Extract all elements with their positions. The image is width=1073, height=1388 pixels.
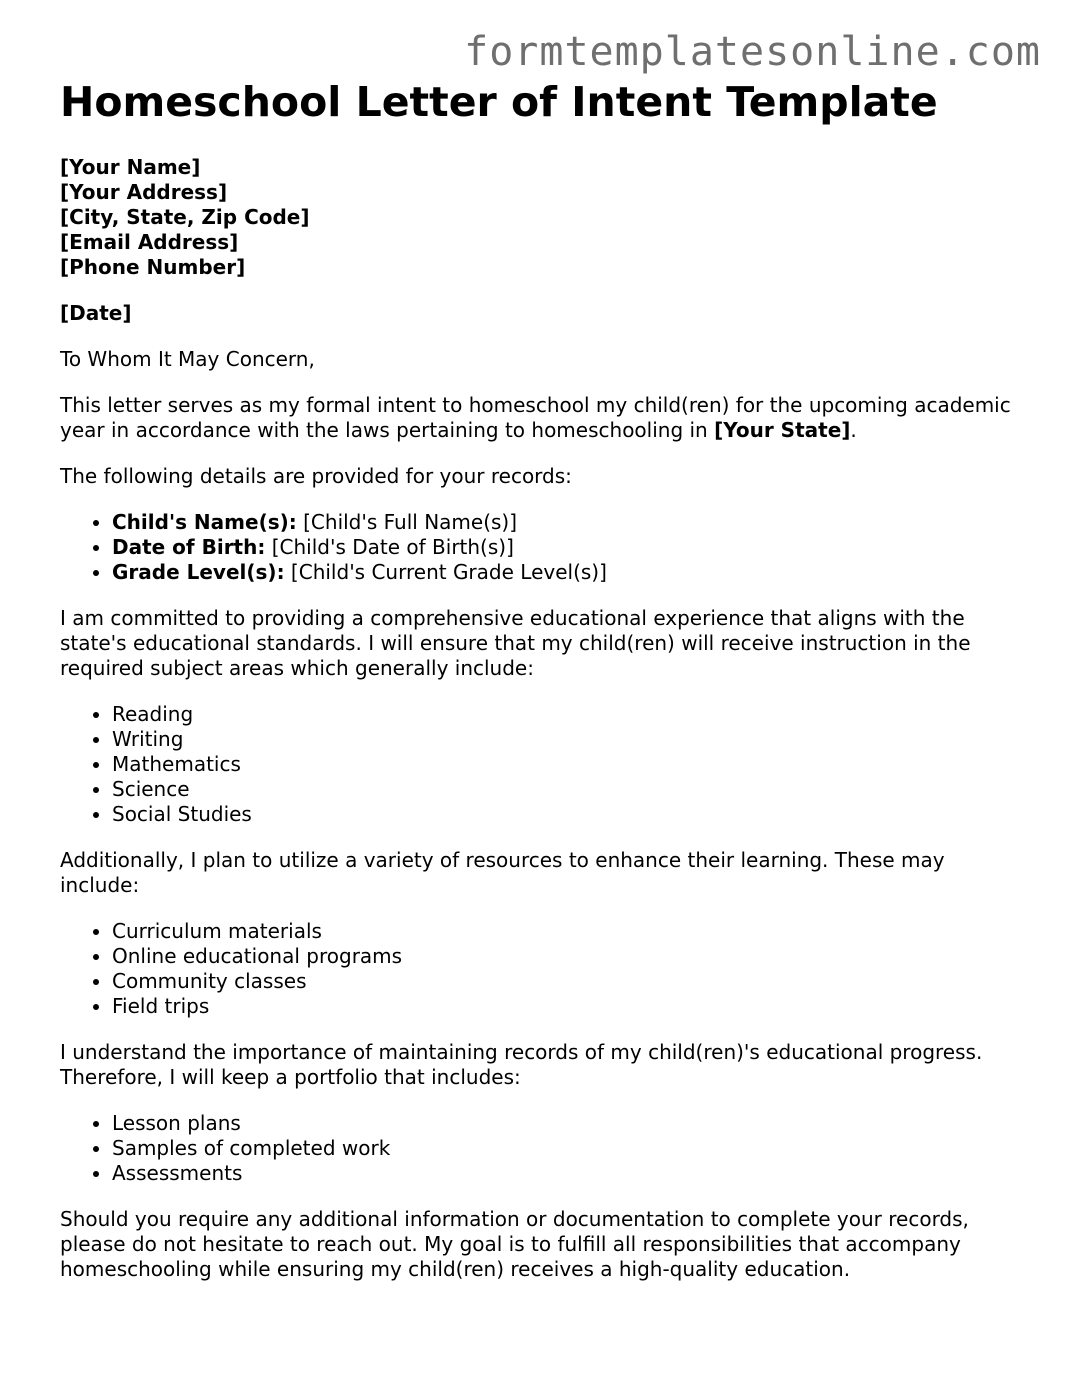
sender-name: [Your Name] (60, 155, 201, 179)
sender-phone: [Phone Number] (60, 255, 246, 279)
state-placeholder: [Your State] (714, 418, 851, 442)
list-item: • Reading (112, 702, 1030, 727)
records-paragraph: I understand the importance of maintaining records of my child(ren)'s educational progress. Therefore, I will keep a portfolio that includes: (60, 1040, 983, 1089)
intro-paragraph: This letter serves as my formal intent to homeschool my child(ren) for the upcoming academic year in accordance with the laws pertaining to homeschooling in [Your State]. (60, 393, 1011, 442)
watermark: formtemplatesonline.com (464, 29, 1041, 75)
list-item: • Writing (112, 727, 1030, 752)
details-list (60, 510, 1030, 585)
sender-address: [Your Address] (60, 180, 228, 204)
list-item: • Community classes (112, 969, 1030, 994)
sender-block (60, 155, 1030, 280)
list-item: • Mathematics (112, 752, 1030, 777)
list-item: • Grade Level(s): [Child's Current Grade Level(s)] (112, 560, 1030, 585)
portfolio-list (60, 1111, 1030, 1186)
list-item: • Curriculum materials (112, 919, 1030, 944)
resources-list (60, 919, 1030, 1019)
closing-paragraph: Should you require any additional information or documentation to complete your records, please do not hesitate to reach out. My goal is to fulfill all responsibilities that accompany homeschooling while ensuring my child(ren) receives a high-quality education. (60, 1207, 969, 1281)
list-item: • Samples of completed work (112, 1136, 1030, 1161)
list-item: • Social Studies (112, 802, 1030, 827)
list-item: • Child's Name(s): [Child's Full Name(s)] (112, 510, 1030, 535)
list-item: • Field trips (112, 994, 1030, 1019)
salutation: To Whom It May Concern, (60, 347, 315, 371)
list-item: • Online educational programs (112, 944, 1030, 969)
subjects-list (60, 702, 1030, 827)
sender-email: [Email Address] (60, 230, 239, 254)
letter-date: [Date] (60, 301, 132, 325)
list-item: • Science (112, 777, 1030, 802)
details-intro: The following details are provided for your records: (60, 464, 572, 488)
list-item: • Lesson plans (112, 1111, 1030, 1136)
sender-city-state-zip: [City, State, Zip Code] (60, 205, 310, 229)
commitment-paragraph: I am committed to providing a comprehensive educational experience that aligns with the state's educational standards. I will ensure that my child(ren) will receive instruction in the required subject areas which generally include: (60, 606, 971, 680)
page-title: Homeschool Letter of Intent Template (60, 78, 938, 126)
list-item: • Date of Birth: [Child's Date of Birth(s)] (112, 535, 1030, 560)
list-item: • Assessments (112, 1161, 1030, 1186)
resources-paragraph: Additionally, I plan to utilize a variety of resources to enhance their learning. These may include: (60, 848, 945, 897)
letter-document (60, 76, 1030, 1282)
